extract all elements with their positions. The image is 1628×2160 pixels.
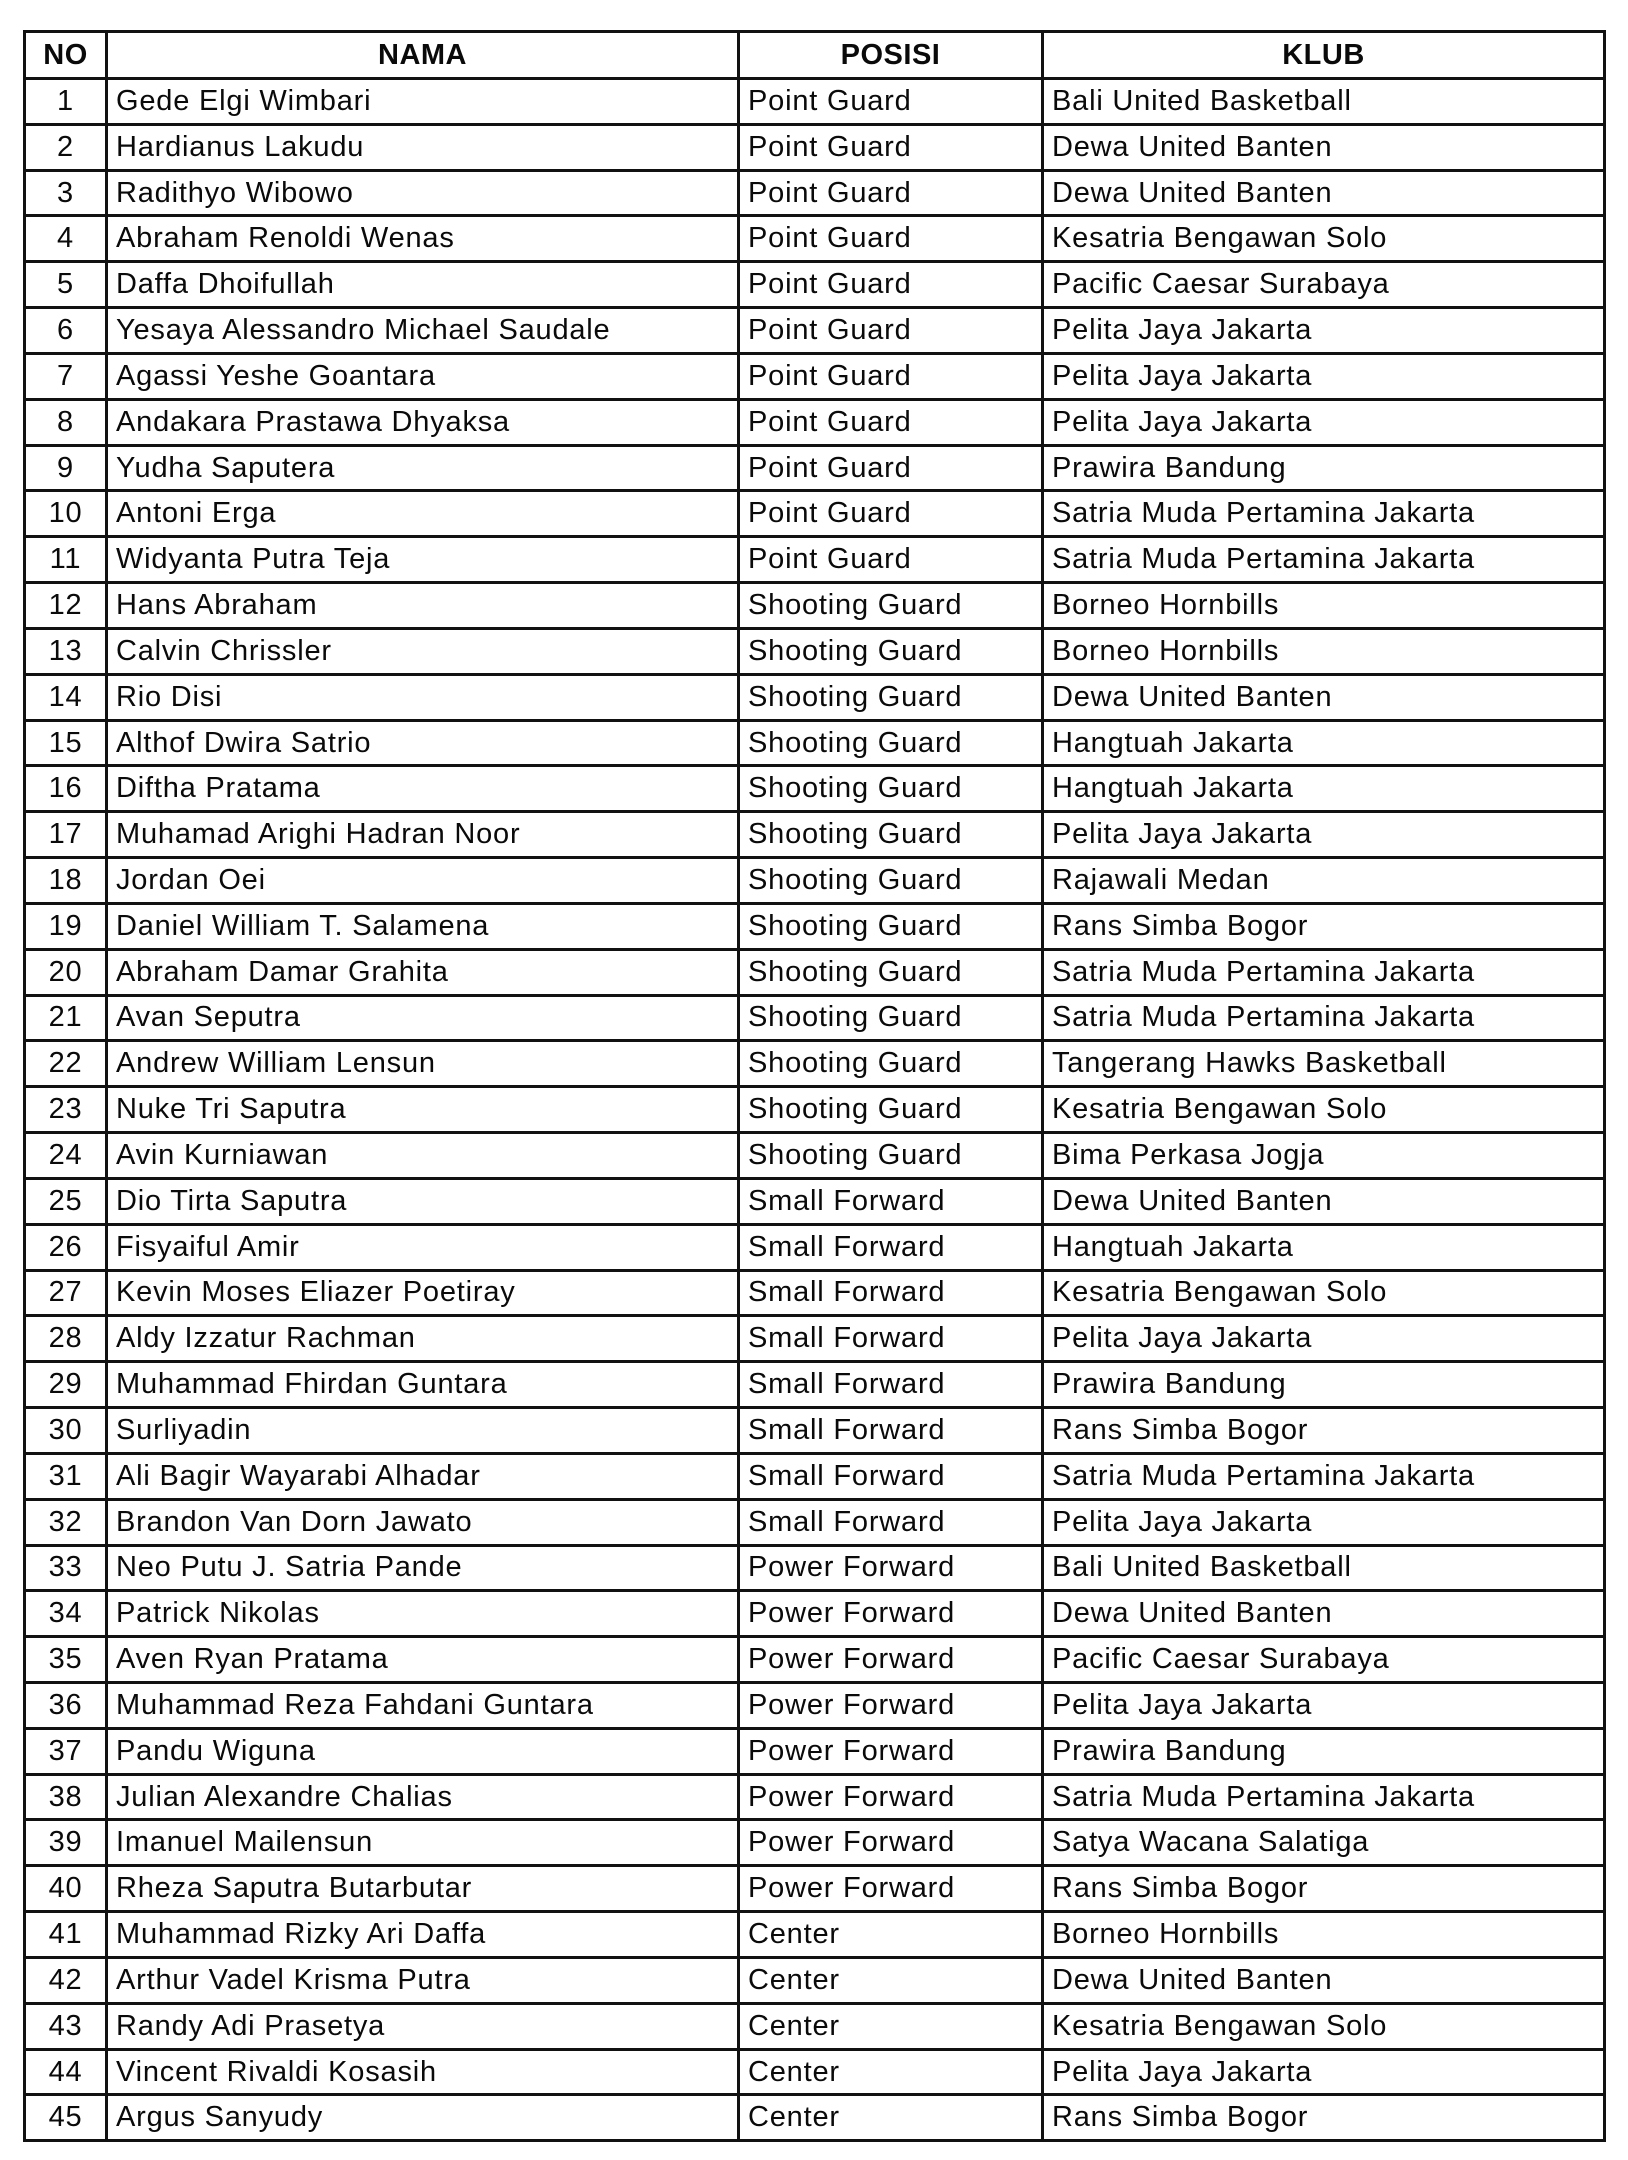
table-row bbox=[25, 1133, 1605, 1179]
cell-nama: Widyanta Putra Teja bbox=[107, 537, 739, 583]
table-row bbox=[25, 2003, 1605, 2049]
cell-posisi: Power Forward bbox=[739, 1682, 1043, 1728]
table-row bbox=[25, 2049, 1605, 2095]
cell-no: 8 bbox=[25, 399, 107, 445]
cell-nama: Hans Abraham bbox=[107, 583, 739, 629]
cell-nama: Avin Kurniawan bbox=[107, 1133, 739, 1179]
cell-klub: Satria Muda Pertamina Jakarta bbox=[1043, 1453, 1605, 1499]
cell-no: 38 bbox=[25, 1774, 107, 1820]
cell-klub: Pelita Jaya Jakarta bbox=[1043, 399, 1605, 445]
cell-klub: Satria Muda Pertamina Jakarta bbox=[1043, 537, 1605, 583]
cell-posisi: Point Guard bbox=[739, 308, 1043, 354]
cell-nama: Muhammad Fhirdan Guntara bbox=[107, 1362, 739, 1408]
cell-posisi: Shooting Guard bbox=[739, 720, 1043, 766]
cell-posisi: Shooting Guard bbox=[739, 949, 1043, 995]
table-row bbox=[25, 1224, 1605, 1270]
cell-no: 5 bbox=[25, 262, 107, 308]
cell-no: 10 bbox=[25, 491, 107, 537]
cell-posisi: Shooting Guard bbox=[739, 995, 1043, 1041]
table-row bbox=[25, 216, 1605, 262]
table-row bbox=[25, 1041, 1605, 1087]
cell-posisi: Shooting Guard bbox=[739, 674, 1043, 720]
table-row bbox=[25, 1728, 1605, 1774]
cell-nama: Jordan Oei bbox=[107, 858, 739, 904]
cell-nama: Surliyadin bbox=[107, 1408, 739, 1454]
table-row bbox=[25, 308, 1605, 354]
cell-klub: Pelita Jaya Jakarta bbox=[1043, 812, 1605, 858]
cell-posisi: Shooting Guard bbox=[739, 812, 1043, 858]
cell-klub: Prawira Bandung bbox=[1043, 1728, 1605, 1774]
cell-nama: Agassi Yeshe Goantara bbox=[107, 353, 739, 399]
cell-klub: Satya Wacana Salatiga bbox=[1043, 1820, 1605, 1866]
cell-nama: Andrew William Lensun bbox=[107, 1041, 739, 1087]
cell-posisi: Small Forward bbox=[739, 1224, 1043, 1270]
cell-posisi: Shooting Guard bbox=[739, 858, 1043, 904]
cell-posisi: Point Guard bbox=[739, 353, 1043, 399]
cell-posisi: Small Forward bbox=[739, 1453, 1043, 1499]
cell-nama: Rio Disi bbox=[107, 674, 739, 720]
cell-no: 36 bbox=[25, 1682, 107, 1728]
cell-no: 9 bbox=[25, 445, 107, 491]
cell-nama: Abraham Damar Grahita bbox=[107, 949, 739, 995]
table-row bbox=[25, 1178, 1605, 1224]
cell-klub: Bali United Basketball bbox=[1043, 1545, 1605, 1591]
table-row bbox=[25, 628, 1605, 674]
cell-nama: Fisyaiful Amir bbox=[107, 1224, 739, 1270]
table-row bbox=[25, 1774, 1605, 1820]
cell-no: 21 bbox=[25, 995, 107, 1041]
cell-no: 43 bbox=[25, 2003, 107, 2049]
cell-klub: Rans Simba Bogor bbox=[1043, 1866, 1605, 1912]
cell-no: 29 bbox=[25, 1362, 107, 1408]
cell-klub: Pelita Jaya Jakarta bbox=[1043, 308, 1605, 354]
cell-posisi: Point Guard bbox=[739, 537, 1043, 583]
table-row bbox=[25, 1453, 1605, 1499]
cell-posisi: Power Forward bbox=[739, 1637, 1043, 1683]
cell-nama: Antoni Erga bbox=[107, 491, 739, 537]
cell-posisi: Power Forward bbox=[739, 1728, 1043, 1774]
cell-nama: Abraham Renoldi Wenas bbox=[107, 216, 739, 262]
table-row bbox=[25, 903, 1605, 949]
cell-nama: Andakara Prastawa Dhyaksa bbox=[107, 399, 739, 445]
cell-nama: Rheza Saputra Butarbutar bbox=[107, 1866, 739, 1912]
cell-no: 39 bbox=[25, 1820, 107, 1866]
cell-klub: Dewa United Banten bbox=[1043, 124, 1605, 170]
cell-no: 24 bbox=[25, 1133, 107, 1179]
table-row bbox=[25, 1545, 1605, 1591]
cell-no: 35 bbox=[25, 1637, 107, 1683]
cell-klub: Rans Simba Bogor bbox=[1043, 2095, 1605, 2141]
cell-nama: Yesaya Alessandro Michael Saudale bbox=[107, 308, 739, 354]
cell-no: 7 bbox=[25, 353, 107, 399]
cell-nama: Aldy Izzatur Rachman bbox=[107, 1316, 739, 1362]
cell-nama: Pandu Wiguna bbox=[107, 1728, 739, 1774]
cell-nama: Althof Dwira Satrio bbox=[107, 720, 739, 766]
cell-nama: Kevin Moses Eliazer Poetiray bbox=[107, 1270, 739, 1316]
cell-nama: Ali Bagir Wayarabi Alhadar bbox=[107, 1453, 739, 1499]
cell-no: 33 bbox=[25, 1545, 107, 1591]
table-row bbox=[25, 399, 1605, 445]
cell-posisi: Point Guard bbox=[739, 79, 1043, 125]
cell-no: 4 bbox=[25, 216, 107, 262]
player-roster-table bbox=[23, 30, 1606, 2142]
cell-nama: Nuke Tri Saputra bbox=[107, 1087, 739, 1133]
cell-posisi: Center bbox=[739, 1957, 1043, 2003]
table-row bbox=[25, 949, 1605, 995]
table-row bbox=[25, 445, 1605, 491]
cell-klub: Prawira Bandung bbox=[1043, 1362, 1605, 1408]
cell-nama: Vincent Rivaldi Kosasih bbox=[107, 2049, 739, 2095]
cell-klub: Hangtuah Jakarta bbox=[1043, 1224, 1605, 1270]
cell-klub: Satria Muda Pertamina Jakarta bbox=[1043, 949, 1605, 995]
cell-klub: Dewa United Banten bbox=[1043, 674, 1605, 720]
table-row bbox=[25, 1957, 1605, 2003]
cell-nama: Calvin Chrissler bbox=[107, 628, 739, 674]
cell-no: 6 bbox=[25, 308, 107, 354]
table-row bbox=[25, 1408, 1605, 1454]
cell-klub: Pelita Jaya Jakarta bbox=[1043, 2049, 1605, 2095]
cell-no: 44 bbox=[25, 2049, 107, 2095]
table-row bbox=[25, 1591, 1605, 1637]
cell-klub: Kesatria Bengawan Solo bbox=[1043, 216, 1605, 262]
header-no: NO bbox=[25, 32, 107, 79]
cell-nama: Patrick Nikolas bbox=[107, 1591, 739, 1637]
cell-klub: Satria Muda Pertamina Jakarta bbox=[1043, 1774, 1605, 1820]
cell-posisi: Shooting Guard bbox=[739, 1087, 1043, 1133]
cell-nama: Daffa Dhoifullah bbox=[107, 262, 739, 308]
cell-posisi: Power Forward bbox=[739, 1591, 1043, 1637]
cell-no: 28 bbox=[25, 1316, 107, 1362]
table-row bbox=[25, 491, 1605, 537]
cell-nama: Muhammad Reza Fahdani Guntara bbox=[107, 1682, 739, 1728]
cell-posisi: Small Forward bbox=[739, 1499, 1043, 1545]
cell-posisi: Power Forward bbox=[739, 1820, 1043, 1866]
cell-posisi: Shooting Guard bbox=[739, 628, 1043, 674]
cell-klub: Borneo Hornbills bbox=[1043, 1912, 1605, 1958]
cell-posisi: Point Guard bbox=[739, 399, 1043, 445]
cell-no: 3 bbox=[25, 170, 107, 216]
cell-no: 42 bbox=[25, 1957, 107, 2003]
cell-no: 27 bbox=[25, 1270, 107, 1316]
table-row bbox=[25, 2095, 1605, 2141]
table-row bbox=[25, 353, 1605, 399]
cell-posisi: Small Forward bbox=[739, 1270, 1043, 1316]
cell-nama: Muhammad Rizky Ari Daffa bbox=[107, 1912, 739, 1958]
cell-klub: Kesatria Bengawan Solo bbox=[1043, 1087, 1605, 1133]
cell-klub: Pelita Jaya Jakarta bbox=[1043, 353, 1605, 399]
cell-posisi: Shooting Guard bbox=[739, 1041, 1043, 1087]
cell-no: 15 bbox=[25, 720, 107, 766]
cell-no: 22 bbox=[25, 1041, 107, 1087]
cell-nama: Hardianus Lakudu bbox=[107, 124, 739, 170]
table-row bbox=[25, 583, 1605, 629]
table-row bbox=[25, 1682, 1605, 1728]
cell-no: 2 bbox=[25, 124, 107, 170]
cell-nama: Imanuel Mailensun bbox=[107, 1820, 739, 1866]
cell-no: 13 bbox=[25, 628, 107, 674]
cell-no: 41 bbox=[25, 1912, 107, 1958]
cell-nama: Avan Seputra bbox=[107, 995, 739, 1041]
table-row bbox=[25, 858, 1605, 904]
cell-posisi: Center bbox=[739, 2049, 1043, 2095]
cell-nama: Arthur Vadel Krisma Putra bbox=[107, 1957, 739, 2003]
cell-posisi: Small Forward bbox=[739, 1178, 1043, 1224]
cell-nama: Neo Putu J. Satria Pande bbox=[107, 1545, 739, 1591]
cell-klub: Prawira Bandung bbox=[1043, 445, 1605, 491]
cell-posisi: Small Forward bbox=[739, 1362, 1043, 1408]
cell-posisi: Small Forward bbox=[739, 1408, 1043, 1454]
cell-klub: Borneo Hornbills bbox=[1043, 583, 1605, 629]
cell-no: 45 bbox=[25, 2095, 107, 2141]
cell-posisi: Center bbox=[739, 2095, 1043, 2141]
table-row bbox=[25, 766, 1605, 812]
table-row bbox=[25, 537, 1605, 583]
cell-klub: Kesatria Bengawan Solo bbox=[1043, 2003, 1605, 2049]
cell-nama: Randy Adi Prasetya bbox=[107, 2003, 739, 2049]
cell-no: 23 bbox=[25, 1087, 107, 1133]
cell-posisi: Shooting Guard bbox=[739, 1133, 1043, 1179]
cell-klub: Rans Simba Bogor bbox=[1043, 903, 1605, 949]
cell-posisi: Small Forward bbox=[739, 1316, 1043, 1362]
cell-posisi: Power Forward bbox=[739, 1545, 1043, 1591]
cell-klub: Bima Perkasa Jogja bbox=[1043, 1133, 1605, 1179]
cell-klub: Satria Muda Pertamina Jakarta bbox=[1043, 995, 1605, 1041]
table-row bbox=[25, 1820, 1605, 1866]
cell-klub: Pelita Jaya Jakarta bbox=[1043, 1499, 1605, 1545]
table-row bbox=[25, 1499, 1605, 1545]
cell-posisi: Center bbox=[739, 2003, 1043, 2049]
table-row bbox=[25, 812, 1605, 858]
table-row bbox=[25, 124, 1605, 170]
cell-klub: Dewa United Banten bbox=[1043, 170, 1605, 216]
cell-klub: Hangtuah Jakarta bbox=[1043, 766, 1605, 812]
cell-posisi: Point Guard bbox=[739, 262, 1043, 308]
cell-posisi: Shooting Guard bbox=[739, 766, 1043, 812]
header-nama: NAMA bbox=[107, 32, 739, 79]
cell-posisi: Power Forward bbox=[739, 1866, 1043, 1912]
cell-klub: Bali United Basketball bbox=[1043, 79, 1605, 125]
cell-no: 1 bbox=[25, 79, 107, 125]
table-header bbox=[25, 32, 1605, 79]
cell-no: 40 bbox=[25, 1866, 107, 1912]
cell-nama: Dio Tirta Saputra bbox=[107, 1178, 739, 1224]
cell-no: 19 bbox=[25, 903, 107, 949]
table-row bbox=[25, 674, 1605, 720]
cell-klub: Dewa United Banten bbox=[1043, 1178, 1605, 1224]
cell-nama: Radithyo Wibowo bbox=[107, 170, 739, 216]
table-row bbox=[25, 1316, 1605, 1362]
cell-posisi: Shooting Guard bbox=[739, 903, 1043, 949]
cell-no: 11 bbox=[25, 537, 107, 583]
table-row bbox=[25, 995, 1605, 1041]
cell-posisi: Point Guard bbox=[739, 491, 1043, 537]
cell-no: 12 bbox=[25, 583, 107, 629]
header-klub: KLUB bbox=[1043, 32, 1605, 79]
header-row bbox=[25, 32, 1605, 79]
cell-no: 37 bbox=[25, 1728, 107, 1774]
cell-no: 25 bbox=[25, 1178, 107, 1224]
cell-nama: Brandon Van Dorn Jawato bbox=[107, 1499, 739, 1545]
cell-no: 18 bbox=[25, 858, 107, 904]
cell-nama: Julian Alexandre Chalias bbox=[107, 1774, 739, 1820]
cell-klub: Kesatria Bengawan Solo bbox=[1043, 1270, 1605, 1316]
cell-nama: Aven Ryan Pratama bbox=[107, 1637, 739, 1683]
header-posisi: POSISI bbox=[739, 32, 1043, 79]
cell-klub: Rajawali Medan bbox=[1043, 858, 1605, 904]
cell-klub: Satria Muda Pertamina Jakarta bbox=[1043, 491, 1605, 537]
cell-nama: Diftha Pratama bbox=[107, 766, 739, 812]
cell-posisi: Point Guard bbox=[739, 124, 1043, 170]
cell-posisi: Shooting Guard bbox=[739, 583, 1043, 629]
cell-no: 30 bbox=[25, 1408, 107, 1454]
table-row bbox=[25, 262, 1605, 308]
table-row bbox=[25, 79, 1605, 125]
cell-no: 31 bbox=[25, 1453, 107, 1499]
cell-no: 17 bbox=[25, 812, 107, 858]
table-row bbox=[25, 170, 1605, 216]
table-row bbox=[25, 1087, 1605, 1133]
cell-klub: Pelita Jaya Jakarta bbox=[1043, 1682, 1605, 1728]
cell-nama: Yudha Saputera bbox=[107, 445, 739, 491]
cell-klub: Dewa United Banten bbox=[1043, 1957, 1605, 2003]
table-row bbox=[25, 1270, 1605, 1316]
cell-klub: Tangerang Hawks Basketball bbox=[1043, 1041, 1605, 1087]
cell-klub: Pelita Jaya Jakarta bbox=[1043, 1316, 1605, 1362]
cell-nama: Argus Sanyudy bbox=[107, 2095, 739, 2141]
table-row bbox=[25, 1866, 1605, 1912]
cell-no: 16 bbox=[25, 766, 107, 812]
cell-no: 14 bbox=[25, 674, 107, 720]
table-row bbox=[25, 720, 1605, 766]
cell-posisi: Power Forward bbox=[739, 1774, 1043, 1820]
cell-posisi: Point Guard bbox=[739, 216, 1043, 262]
cell-nama: Muhamad Arighi Hadran Noor bbox=[107, 812, 739, 858]
cell-no: 32 bbox=[25, 1499, 107, 1545]
cell-klub: Dewa United Banten bbox=[1043, 1591, 1605, 1637]
cell-klub: Borneo Hornbills bbox=[1043, 628, 1605, 674]
cell-klub: Pacific Caesar Surabaya bbox=[1043, 262, 1605, 308]
cell-no: 20 bbox=[25, 949, 107, 995]
cell-nama: Daniel William T. Salamena bbox=[107, 903, 739, 949]
cell-posisi: Point Guard bbox=[739, 445, 1043, 491]
table-row bbox=[25, 1912, 1605, 1958]
cell-klub: Hangtuah Jakarta bbox=[1043, 720, 1605, 766]
table-row bbox=[25, 1362, 1605, 1408]
cell-nama: Gede Elgi Wimbari bbox=[107, 79, 739, 125]
table-row bbox=[25, 1637, 1605, 1683]
cell-no: 34 bbox=[25, 1591, 107, 1637]
cell-no: 26 bbox=[25, 1224, 107, 1270]
table-body bbox=[25, 79, 1605, 2141]
cell-posisi: Center bbox=[739, 1912, 1043, 1958]
cell-klub: Rans Simba Bogor bbox=[1043, 1408, 1605, 1454]
cell-posisi: Point Guard bbox=[739, 170, 1043, 216]
cell-klub: Pacific Caesar Surabaya bbox=[1043, 1637, 1605, 1683]
